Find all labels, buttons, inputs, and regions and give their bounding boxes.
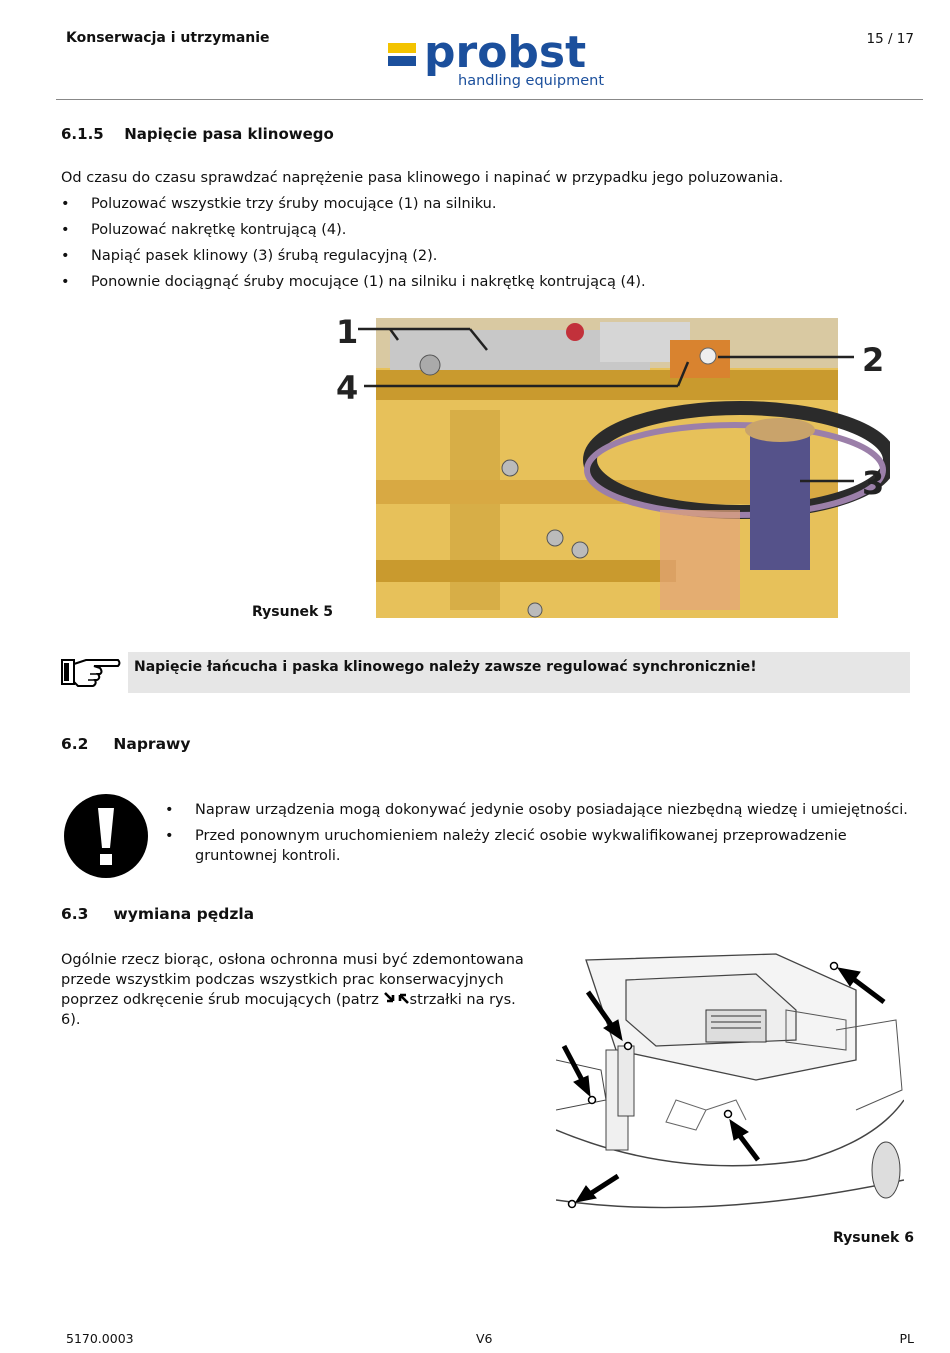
callout-3: 3 bbox=[862, 464, 885, 502]
list-item: • Poluzować wszystkie trzy śruby mocujące (1) na silniku. bbox=[61, 191, 921, 217]
figure-6-image bbox=[556, 950, 904, 1222]
list-item: • Przed ponownym uruchomieniem należy zlecić osobie wykwalifikowanej przeprowadzenie gruntownej kontroli. bbox=[165, 826, 910, 866]
header-divider bbox=[56, 99, 923, 100]
section-6-2-heading bbox=[61, 735, 190, 753]
logo-word: probst bbox=[424, 27, 587, 78]
list-item: • Poluzować nakrętkę kontrującą (4). bbox=[61, 217, 921, 243]
section-6-1-5-heading bbox=[61, 125, 334, 143]
figure-5-caption: Rysunek 5 bbox=[252, 604, 333, 620]
section-text-end: strzałki na rys. 6). bbox=[61, 992, 516, 1028]
pointing-hand-icon bbox=[60, 652, 122, 694]
figure-5-image bbox=[330, 310, 890, 620]
callout-1: 1 bbox=[336, 313, 359, 351]
callout-2: 2 bbox=[862, 341, 885, 379]
probst-logo bbox=[388, 27, 604, 94]
section-text: Ogólnie rzecz biorąc, osłona ochronna musi być zdemontowana przede wszystkim podczas wszystkich prac konserwacyjnych poprzez odkręcenie śrub mocujących (patrz bbox=[61, 952, 524, 1008]
list-item: • Napiąć pasek klinowy (3) śrubą regulacyjną (2). bbox=[61, 243, 921, 269]
section-title: Napięcie pasa klinowego bbox=[124, 125, 334, 143]
section-number: 6.1.5 bbox=[61, 125, 104, 143]
note-box bbox=[128, 652, 910, 693]
logo-yellow-bar bbox=[388, 43, 416, 53]
section-intro: Od czasu do czasu sprawdzać naprężenie pasa klinowego i napinać w przypadku jego poluzowania. bbox=[61, 170, 784, 186]
page-number: 15 / 17 bbox=[866, 31, 914, 47]
warnings-list bbox=[165, 800, 910, 866]
header-title: Konserwacja i utrzymanie bbox=[66, 30, 270, 46]
section-title: Naprawy bbox=[113, 735, 191, 753]
footer-version: V6 bbox=[476, 1331, 493, 1346]
section-6-3-text bbox=[61, 950, 531, 1030]
footer-language: PL bbox=[899, 1331, 914, 1346]
section-title: wymiana pędzla bbox=[113, 905, 255, 923]
footer-doc-number: 5170.0003 bbox=[66, 1331, 134, 1346]
arrows-icon bbox=[384, 991, 410, 1005]
section-number: 6.2 bbox=[61, 735, 89, 753]
warning-exclamation-icon bbox=[64, 794, 148, 878]
section-number: 6.3 bbox=[61, 905, 89, 923]
note-text: Napięcie łańcucha i paska klinowego należy zawsze regulować synchronicznie! bbox=[134, 659, 757, 675]
figure-6-caption: Rysunek 6 bbox=[833, 1230, 914, 1246]
logo-blue-bar bbox=[388, 56, 416, 66]
steps-list bbox=[61, 191, 921, 295]
list-item: • Napraw urządzenia mogą dokonywać jedynie osoby posiadające niezbędną wiedzę i umiejętności. bbox=[165, 800, 910, 820]
callout-4: 4 bbox=[336, 369, 359, 407]
section-6-3-heading bbox=[61, 905, 254, 923]
logo-tagline: handling equipment bbox=[458, 73, 604, 89]
list-item: • Ponownie dociągnąć śruby mocujące (1) na silniku i nakrętkę kontrującą (4). bbox=[61, 269, 921, 295]
